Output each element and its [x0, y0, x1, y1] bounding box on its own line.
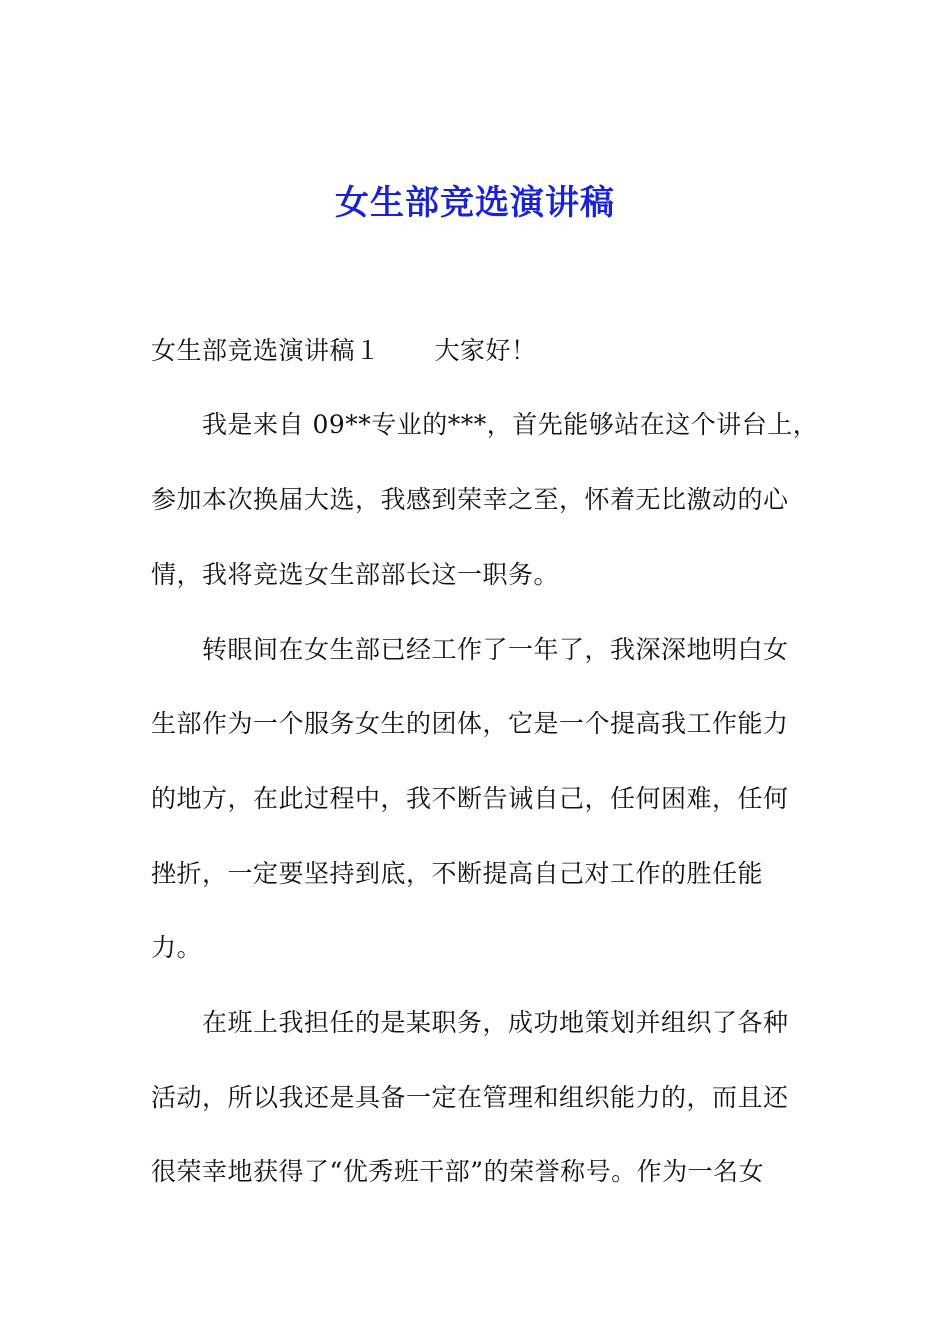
speech-heading: 女生部竞选演讲稿１ — [151, 336, 381, 365]
text-line: 活动，所以我还是具备一定在管理和组织能力的，而且还 — [151, 1083, 789, 1112]
greeting: 大家好！ — [434, 336, 537, 365]
text-line: 情，我将竞选女生部部长这一职务。 — [151, 560, 560, 589]
text-line: 转眼间在女生部已经工作了一年了，我深深地明白女 — [202, 635, 789, 664]
text-line: 我是来自 09**专业的***，首先能够站在这个讲台上， — [202, 410, 819, 439]
text-line: 在班上我担任的是某职务，成功地策划并组织了各种 — [202, 1008, 789, 1037]
text-line — [151, 331, 537, 371]
document-title: 女生部竞选演讲稿 — [335, 183, 615, 223]
text-line: 力。 — [151, 933, 203, 962]
text-line: 参加本次换届大选，我感到荣幸之至，怀着无比激动的心 — [151, 485, 789, 514]
text-line: 生部作为一个服务女生的团体，它是一个提高我工作能力 — [151, 709, 789, 738]
text-line: 挫折，一定要坚持到底，不断提高自己对工作的胜任能 — [151, 859, 764, 888]
text-line: 很荣幸地获得了“优秀班干部”的荣誉称号。作为一名女 — [151, 1157, 765, 1186]
text-line: 的地方，在此过程中，我不断告诫自己，任何困难，任何 — [151, 784, 789, 813]
